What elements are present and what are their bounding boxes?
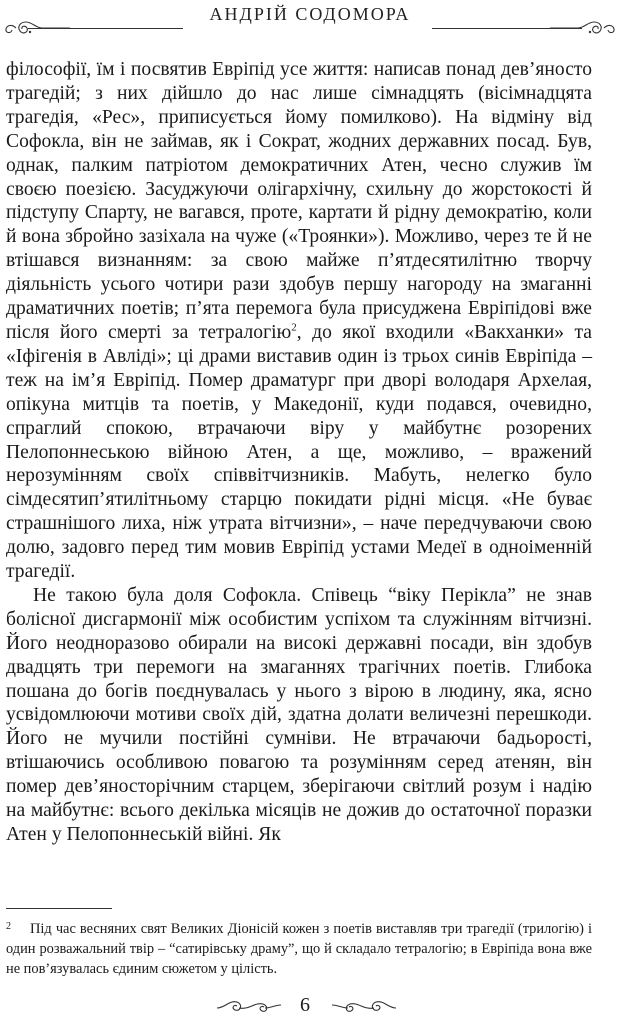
flourish-ornament-icon bbox=[548, 17, 618, 39]
paragraph-2: Не такою була доля Софокла. Співець “віку Перікла” не знав болісної дисгармонії між особистим успіхом та служінням вітчизні. Його неодноразово обирали на високі державні посади, він здобув двадцять три перемоги на змаганнях трагічних поетів. Глибока пошана до богів поєднувалась у нього з вірою в людину, яка, ясно усвідомлюючи мотиви своїх дій, здатна долати величезні перешкоди. Його не мучили постійні сумніви. Не втрачаючи бадьорості, втішаючись особливою повагою та розумінням серед атенян, він помер дев’яносторічним старцем, зберігаючи світлий розум і надію на майбутнє: всього декілька місяців не дожив до остаточної поразки Атен у Пелопоннеській війні. Як bbox=[6, 584, 592, 845]
page-number: 6 bbox=[300, 994, 310, 1016]
scroll-ornament-right-icon bbox=[330, 996, 398, 1016]
footnote-text: Під час весняних свят Великих Діонісій кожен з поетів виставляв три трагедії (трилогію) і один розважальний твір – “сатирівську драму”, що й складало тетралогію; в Евріпіда вона вже не пов’язувалась єдиним сюжетом у цілість. bbox=[6, 921, 592, 977]
header-title: АНДРІЙ СОДОМОРА bbox=[209, 4, 411, 24]
paragraph-1 bbox=[6, 58, 592, 584]
footnote-reference: 2 bbox=[291, 321, 297, 334]
paragraph-1-part-2: , до якої входили «Вакханки» та «Іфігенія в Авліді»; ці драми виставив один із трьох синів Евріпіда – теж на ім’я Евріпід. Помер драматург при дворі володаря Архелая, опікуна митців та поетів, у Македонії, куди подався, очевидно, спраглий спокою, втрачаючи віру у майбутнє розорених Пелопоннеською війною Атен, а ще, можливо, – вражений нерозумінням своїх співвітчизників. Мабуть, нелегко було сімдесятип’ятилітньому старцю покидати рідні місця. «Не буває страшнішого лиха, ніж утрата вітчизни», – наче передчуваючи свою долю, задовго перед тим мовив Евріпід устами Медеї в одноіменній трагедії. bbox=[6, 321, 592, 583]
footnote-mark: 2 bbox=[6, 921, 11, 932]
scroll-ornament-left-icon bbox=[215, 996, 283, 1016]
body-text bbox=[6, 58, 592, 847]
header-rule-left bbox=[28, 28, 183, 29]
footnote bbox=[6, 917, 592, 979]
running-header bbox=[0, 0, 620, 40]
footnote-rule bbox=[6, 908, 112, 909]
paragraph-1-part-1: філософії, їм і посвятив Евріпід усе життя: написав понад дев’яносто трагедій; з них дійшло до нас лише сімнадцять (вісімнадцята трагедія, «Рес», приписується йому помилково). На відміну від Софокла, він не займав, як і Сократ, жодних державних посад. Був, однак, палким патріотом демократичних Атен, чесно служив їм своєю поезією. Засуджуючи олігархічну, схильну до жорстокості й підступу Спарту, не вагався, проте, картати й рідну демократію, коли й вона збройно зазіхала на чуже («Троянки»). Можливо, через те й не втішався визнанням: за свою майже п’ятдесятилітню творчу діяльність усього чотири рази здобув першу нагороду на змаганні драматичних поетів; п’ята перемога була присуджена Евріпідові вже після його смерті за тетралогію bbox=[6, 59, 592, 343]
page-footer bbox=[0, 990, 620, 1020]
